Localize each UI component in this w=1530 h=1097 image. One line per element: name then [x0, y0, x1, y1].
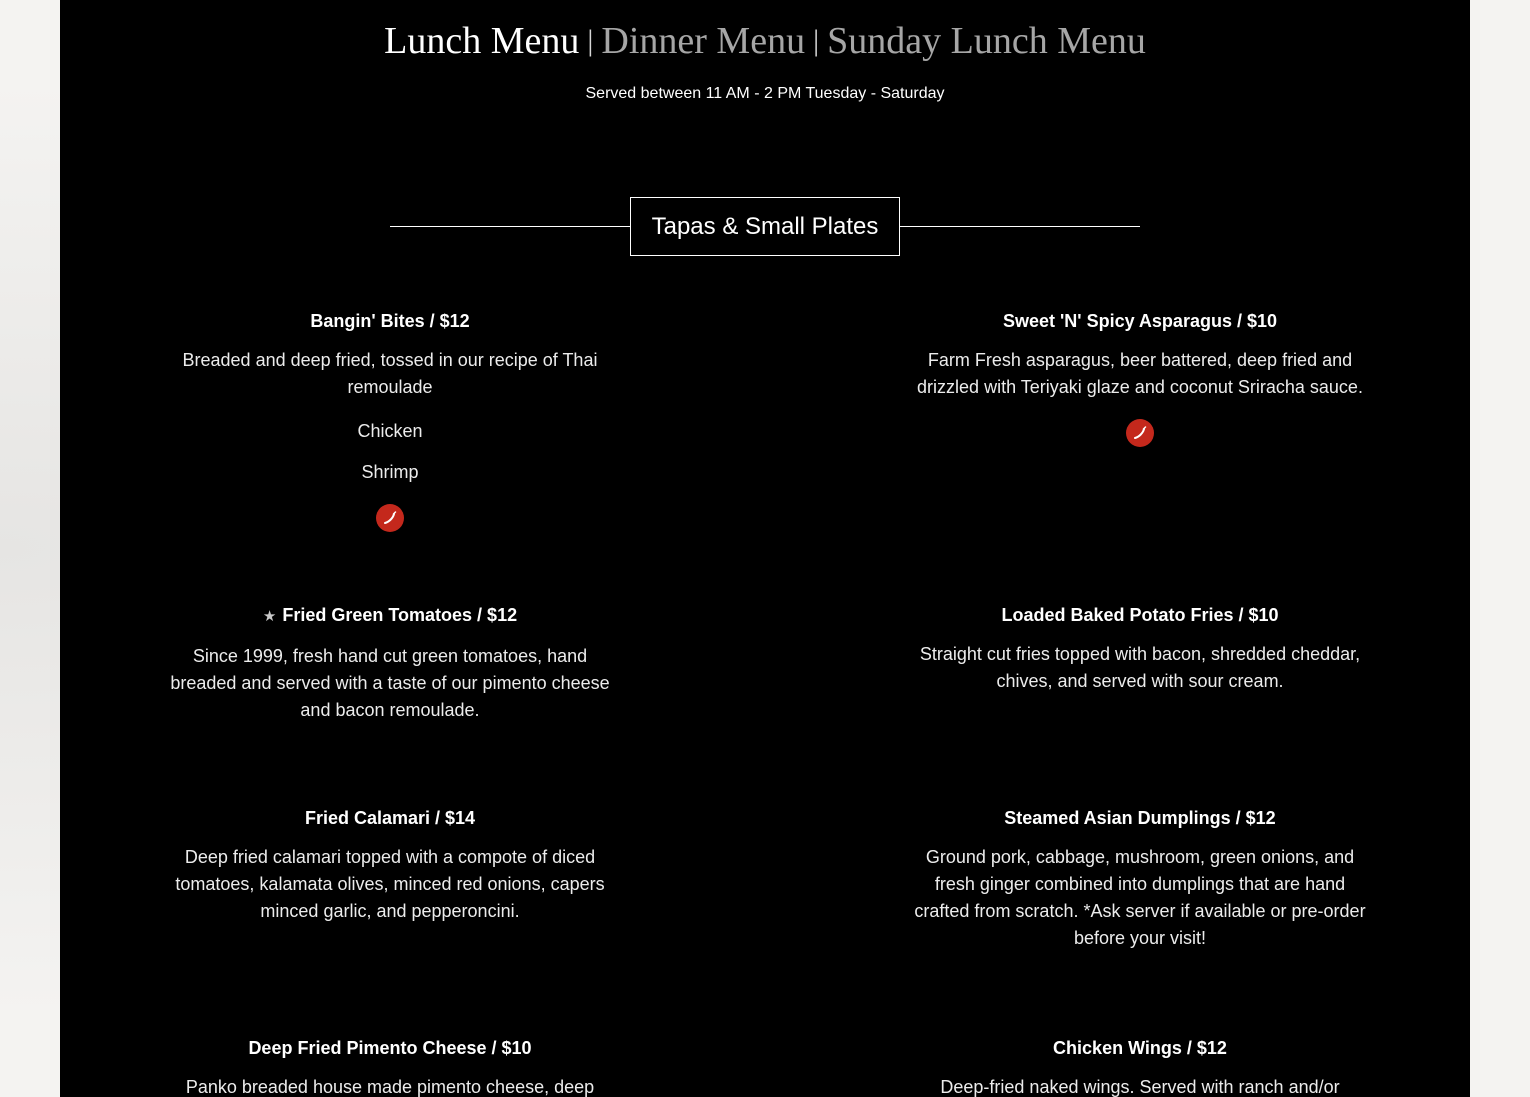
menu-panel	[60, 0, 1470, 1097]
nav-lunch-menu[interactable]: Lunch Menu	[384, 20, 580, 62]
section-header	[390, 197, 1140, 256]
divider-line	[390, 226, 630, 227]
item-option-shrimp: Shrimp	[361, 462, 419, 482]
star-icon: ★	[262, 608, 277, 625]
menu-item-asian-dumplings	[910, 806, 1370, 952]
menu-item-asparagus	[910, 309, 1370, 452]
item-description: Straight cut fries topped with bacon, shredded cheddar, chives, and served with sour cream.	[919, 644, 1361, 691]
spicy-pepper-icon	[1126, 419, 1154, 447]
item-title: Steamed Asian Dumplings / $12	[1004, 808, 1276, 828]
menu-item-fried-calamari	[160, 806, 620, 925]
menu-item-pimento-cheese	[160, 1036, 620, 1097]
item-title: Loaded Baked Potato Fries / $10	[1001, 605, 1279, 625]
spicy-pepper-icon	[376, 504, 404, 532]
item-description: Panko breaded house made pimento cheese, deep	[185, 1077, 595, 1097]
divider-line	[900, 226, 1140, 227]
item-title	[160, 603, 620, 629]
item-title: Sweet 'N' Spicy Asparagus / $10	[1002, 311, 1277, 331]
item-title: Chicken Wings / $12	[1053, 1038, 1227, 1058]
menu-item-fried-green-tomatoes	[160, 603, 620, 724]
nav-separator: |	[587, 24, 594, 57]
item-title: Deep Fried Pimento Cheese / $10	[248, 1038, 532, 1058]
item-option-chicken: Chicken	[357, 421, 423, 441]
item-description: Farm Fresh asparagus, beer battered, deep fried and drizzled with Teriyaki glaze and coconut Sriracha sauce.	[917, 350, 1363, 397]
menu-item-loaded-potato-fries	[910, 603, 1370, 695]
item-description: Ground pork, cabbage, mushroom, green onions, and fresh ginger combined into dumplings that are hand crafted from scratch. *Ask server if available or pre-order before your visit!	[914, 847, 1366, 948]
served-hours: Served between 11 AM - 2 PM Tuesday - Saturday	[585, 85, 945, 102]
menu-item-bangin-bites	[160, 309, 620, 537]
item-description: Deep fried calamari topped with a compote of diced tomatoes, kalamata olives, minced red onions, capers minced garlic, and pepperoncini.	[175, 847, 605, 921]
nav-dinner-menu[interactable]: Dinner Menu	[601, 20, 806, 62]
section-title: Tapas & Small Plates	[630, 197, 900, 256]
item-title: Bangin' Bites / $12	[310, 311, 470, 331]
item-description: Since 1999, fresh hand cut green tomatoes, hand breaded and served with a taste of our pimento cheese and bacon remoulade.	[170, 646, 610, 720]
menu-nav	[60, 18, 1470, 67]
menu-item-chicken-wings	[910, 1036, 1370, 1097]
nav-separator: |	[813, 24, 820, 57]
nav-sunday-lunch-menu[interactable]: Sunday Lunch Menu	[827, 20, 1146, 62]
item-description: Deep-fried naked wings. Served with ranch and/or	[940, 1077, 1340, 1097]
item-title: Fried Calamari / $14	[304, 808, 476, 828]
item-title-text: Fried Green Tomatoes / $12	[282, 605, 518, 625]
item-description: Breaded and deep fried, tossed in our recipe of Thai remoulade	[182, 350, 598, 397]
